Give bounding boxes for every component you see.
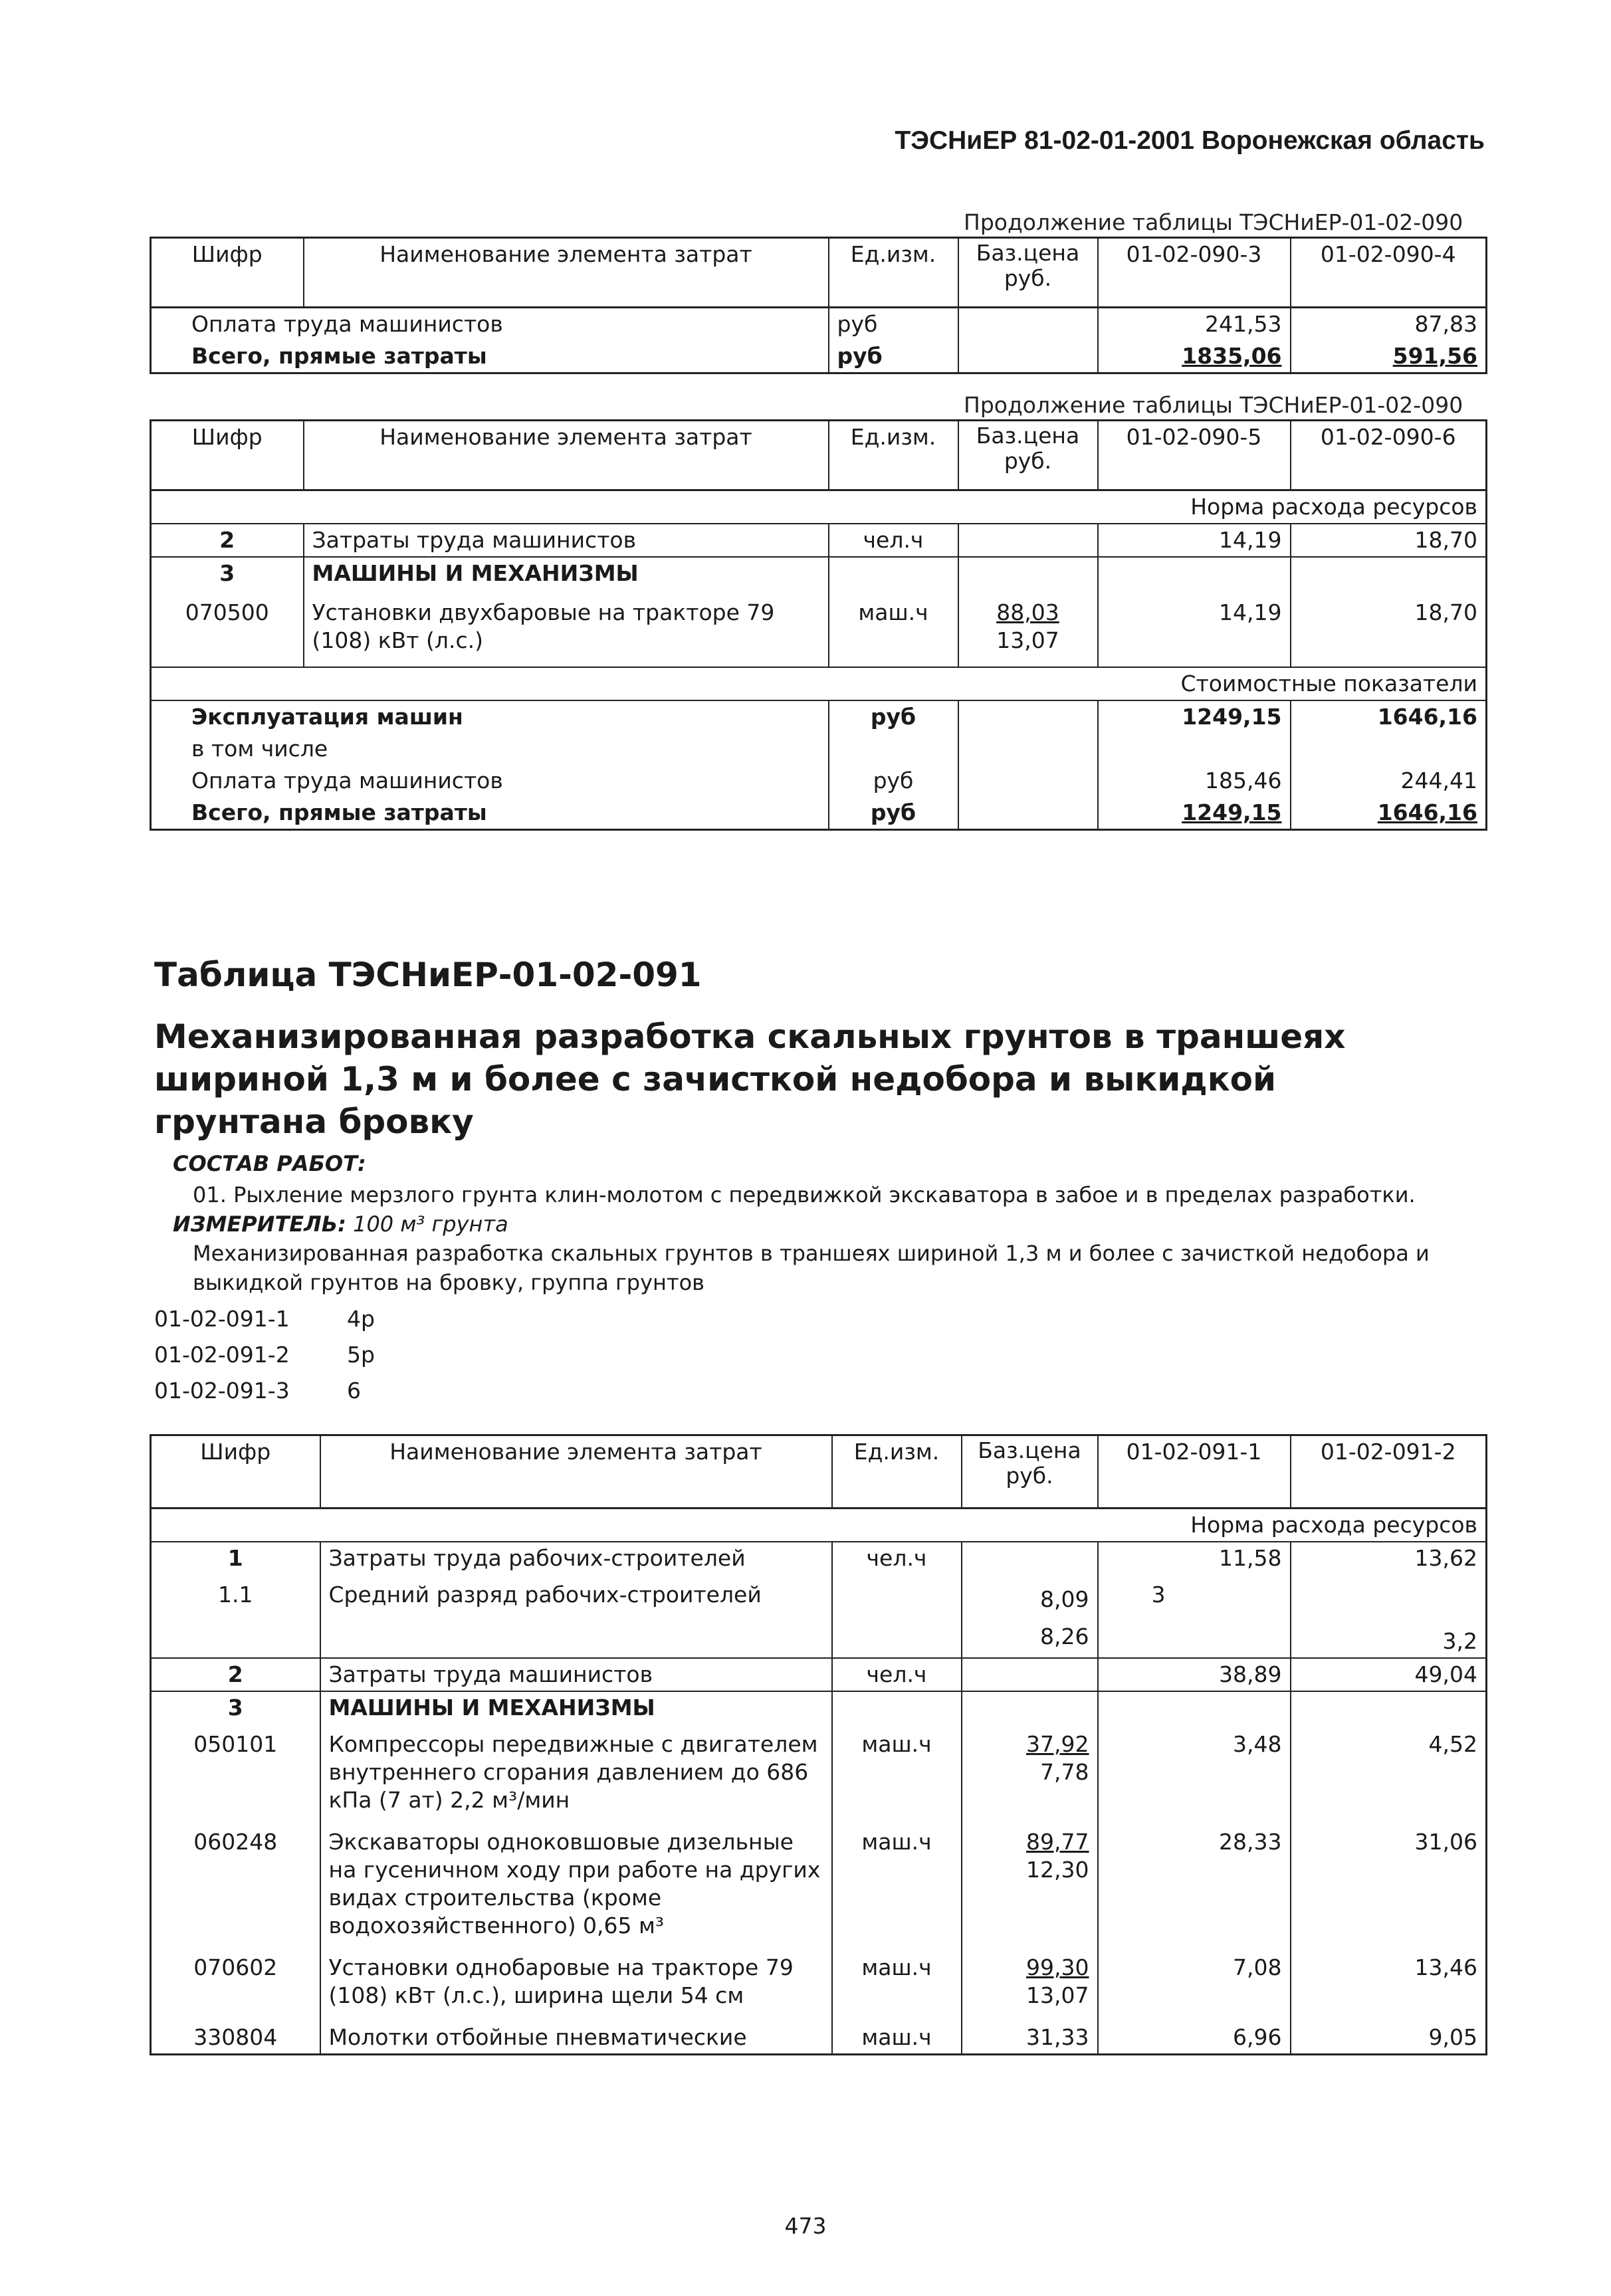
- table-row: [151, 797, 1487, 830]
- row-name: Молотки отбойные пневматические: [320, 2022, 832, 2055]
- table2: [150, 419, 1487, 831]
- table-row: [151, 1658, 1487, 1691]
- row-price: [958, 340, 1098, 373]
- row-name: Эксплуатация машин: [191, 704, 463, 730]
- code-list: [154, 1301, 375, 1409]
- row-price: [962, 1658, 1098, 1691]
- table2-header-row: [151, 421, 1487, 490]
- row-v2: 3,2: [1291, 1574, 1487, 1658]
- table-row: [151, 308, 1487, 341]
- table3-header-row: [151, 1435, 1487, 1509]
- page-header: ТЭСНиЕР 81-02-01-2001 Воронежская область: [895, 126, 1485, 155]
- row-price-main: 99,30: [1026, 1954, 1089, 1980]
- composition-text: 01. Рыхление мерзлого грунта клин-молотом с передвижкой экскаватора в забое и в пределах разработки.: [193, 1182, 1416, 1207]
- row-price-wage: 13,07: [996, 627, 1059, 653]
- meter-value: 100 м³ грунта: [353, 1211, 508, 1237]
- header-col2: 01-02-090-6: [1291, 421, 1487, 490]
- row-name: Оплата труда машинистов: [191, 768, 503, 793]
- row-unit: чел.ч: [832, 1658, 962, 1691]
- row-v1: 7,08: [1098, 1952, 1291, 2022]
- row-v2: 49,04: [1291, 1658, 1487, 1691]
- list-item: [154, 1337, 375, 1373]
- header-unit: Ед.изм.: [829, 421, 958, 490]
- code: 01-02-091-3: [154, 1378, 290, 1404]
- row-price: [962, 1952, 1098, 2022]
- row-v2: 13,62: [1291, 1542, 1487, 1574]
- table-row: [151, 1574, 1487, 1658]
- row-name: МАШИНЫ И МЕХАНИЗМЫ: [304, 557, 829, 589]
- row-price: 31,33: [962, 2022, 1098, 2055]
- table-title: Таблица ТЭСНиЕР-01-02-091: [154, 956, 702, 994]
- table-row: [151, 1542, 1487, 1574]
- row-unit: маш.ч: [832, 2022, 962, 2055]
- header-col1: 01-02-091-1: [1098, 1435, 1291, 1509]
- row-price: [958, 700, 1098, 733]
- code: 01-02-091-1: [154, 1306, 290, 1332]
- row-v1: [1098, 733, 1291, 765]
- header-price: Баз.цена руб.: [958, 421, 1098, 490]
- row-v2: [1291, 1691, 1487, 1724]
- table-row: [151, 524, 1487, 557]
- row-price-a: 8,09: [1040, 1586, 1089, 1612]
- composition-label: СОСТАВ РАБОТ:: [173, 1151, 366, 1176]
- row-v1: 1835,06: [1098, 340, 1291, 373]
- row-code: 060248: [193, 1829, 278, 1855]
- row-name: Установки двухбаровые на тракторе 79 (108) кВт (л.с.): [304, 589, 829, 667]
- row-name: Средний разряд рабочих-строителей: [320, 1574, 832, 1658]
- row-code: 3: [151, 557, 304, 589]
- row-code: 3: [151, 1691, 320, 1724]
- row-price: [958, 797, 1098, 830]
- row-price: [958, 557, 1098, 589]
- header-code: Шифр: [151, 1435, 320, 1509]
- row-v1: 6,96: [1098, 2022, 1291, 2055]
- row-v2: 18,70: [1291, 589, 1487, 667]
- row-price-b: 8,26: [1040, 1623, 1089, 1649]
- row-name: Затраты труда машинистов: [320, 1658, 832, 1691]
- row-unit: маш.ч: [832, 1826, 962, 1952]
- table-row: [151, 733, 1487, 765]
- row-unit: маш.ч: [832, 1724, 962, 1826]
- table-row: [151, 1691, 1487, 1724]
- row-name: Оплата труда машинистов: [191, 311, 503, 337]
- section-cost-row: [151, 667, 1487, 700]
- page-number: 473: [784, 2213, 827, 2239]
- table-row: [151, 765, 1487, 797]
- row-unit: маш.ч: [832, 1952, 962, 2022]
- row-name: Всего, прямые затраты: [191, 343, 487, 369]
- row-code: 1: [227, 1545, 243, 1571]
- row-price: [962, 1574, 1098, 1658]
- row-unit: руб: [829, 308, 958, 341]
- row-v1: 3: [1098, 1574, 1291, 1658]
- row-name: Установки однобаровые на тракторе 79 (108) кВт (л.с.), ширина щели 54 см: [320, 1952, 832, 2022]
- header-col2: 01-02-091-2: [1291, 1435, 1487, 1509]
- row-name: Компрессоры передвижные с двигателем внутреннего сгорания давлением до 686 кПа (7 ат) 2,2 м³/мин: [320, 1724, 832, 1826]
- row-price: [958, 765, 1098, 797]
- row-v2: [1291, 557, 1487, 589]
- group: 6: [347, 1378, 361, 1404]
- row-v2: 18,70: [1291, 524, 1487, 557]
- table-row: [151, 2022, 1487, 2055]
- header-price: Баз.цена руб.: [962, 1435, 1098, 1509]
- section-description: Механизированная разработка скальных грунтов в траншеях шириной 1,3 м и более с зачисткой недобора и выкидкой грунтов на бровку, группа грунтов: [193, 1241, 1430, 1295]
- section-norm-label: Норма расхода ресурсов: [151, 490, 1487, 524]
- row-price: [958, 589, 1098, 667]
- row-price-wage: 13,07: [1026, 1982, 1089, 2008]
- row-price-main: 37,92: [1026, 1731, 1089, 1757]
- row-price: [962, 1826, 1098, 1952]
- header-col2: 01-02-090-4: [1291, 238, 1487, 308]
- group: 4р: [347, 1306, 375, 1332]
- row-v2: 87,83: [1291, 308, 1487, 341]
- row-v2: [1291, 733, 1487, 765]
- list-item: [154, 1301, 375, 1337]
- table-row: [151, 1724, 1487, 1826]
- table-caption: Механизированная разработка скальных грунтов в траншеях шириной 1,3 м и более с зачисткой недобора и выкидкой грунтана бровку: [154, 1017, 1346, 1141]
- row-unit: руб: [829, 700, 958, 733]
- row-price-wage: 12,30: [1026, 1857, 1089, 1883]
- row-v1: 11,58: [1098, 1542, 1291, 1574]
- row-v2: 31,06: [1291, 1826, 1487, 1952]
- row-price: [958, 524, 1098, 557]
- row-name: Всего, прямые затраты: [191, 799, 487, 825]
- row-unit: чел.ч: [829, 524, 958, 557]
- row-price: [962, 1542, 1098, 1574]
- header-price: Баз.цена руб.: [958, 238, 1098, 308]
- list-item: [154, 1373, 375, 1409]
- header-unit: Ед.изм.: [832, 1435, 962, 1509]
- table-row: [151, 340, 1487, 373]
- code: 01-02-091-2: [154, 1342, 290, 1368]
- header-name: Наименование элемента затрат: [320, 1435, 832, 1509]
- row-code: 2: [151, 1658, 320, 1691]
- row-v1: 14,19: [1098, 589, 1291, 667]
- row-name: Затраты труда рабочих-строителей: [320, 1542, 832, 1574]
- table-row: [151, 700, 1487, 733]
- table-row: [151, 1826, 1487, 1952]
- row-code: 070500: [185, 599, 269, 625]
- row-unit: [832, 1691, 962, 1724]
- row-price: [958, 733, 1098, 765]
- header-col1: 01-02-090-5: [1098, 421, 1291, 490]
- row-code: 2: [219, 527, 235, 553]
- row-unit: руб: [829, 765, 958, 797]
- header-code: Шифр: [151, 238, 304, 308]
- header-unit: Ед.изм.: [829, 238, 958, 308]
- meter-line: [173, 1209, 508, 1239]
- header-name: Наименование элемента затрат: [304, 421, 829, 490]
- table-row: [151, 1952, 1487, 2022]
- row-price-main: 89,77: [1026, 1829, 1089, 1855]
- row-code: 070602: [193, 1954, 278, 1980]
- table1: [150, 237, 1487, 374]
- row-unit: [832, 1574, 962, 1658]
- row-v2: 1646,16: [1291, 700, 1487, 733]
- row-code: 330804: [193, 2024, 278, 2050]
- table1-header-row: [151, 238, 1487, 308]
- row-v1: 185,46: [1098, 765, 1291, 797]
- table-row: [151, 589, 1487, 667]
- row-v1: 14,19: [1098, 524, 1291, 557]
- row-v2: 9,05: [1291, 2022, 1487, 2055]
- row-v1: [1098, 557, 1291, 589]
- row-v1: 241,53: [1098, 308, 1291, 341]
- row-unit: [829, 733, 958, 765]
- row-v1: 3,48: [1098, 1724, 1291, 1826]
- row-price: [962, 1724, 1098, 1826]
- group: 5р: [347, 1342, 375, 1368]
- row-code: 1.1: [218, 1582, 253, 1608]
- table1-continuation: Продолжение таблицы ТЭСНиЕР-01-02-090: [964, 209, 1463, 235]
- table2-continuation: Продолжение таблицы ТЭСНиЕР-01-02-090: [964, 392, 1463, 418]
- row-unit: руб: [829, 797, 958, 830]
- row-v1: 1249,15: [1098, 797, 1291, 830]
- section-norm-row: [151, 1509, 1487, 1542]
- row-code: 050101: [193, 1731, 278, 1757]
- row-v2: 1646,16: [1291, 797, 1487, 830]
- section-cost-label: Стоимостные показатели: [151, 667, 1487, 700]
- row-v1: 1249,15: [1098, 700, 1291, 733]
- header-code: Шифр: [151, 421, 304, 490]
- row-unit: руб: [829, 340, 958, 373]
- row-v1: 38,89: [1098, 1658, 1291, 1691]
- row-price-wage: 7,78: [1040, 1759, 1089, 1785]
- row-unit: чел.ч: [832, 1542, 962, 1574]
- header-name: Наименование элемента затрат: [304, 238, 829, 308]
- row-name: в том числе: [191, 736, 328, 762]
- row-v2: 13,46: [1291, 1952, 1487, 2022]
- row-unit: маш.ч: [829, 589, 958, 667]
- row-name: Экскаваторы одноковшовые дизельные на гусеничном ходу при работе на других видах строительства (кроме водохозяйственного) 0,65 м³: [320, 1826, 832, 1952]
- meter-label: ИЗМЕРИТЕЛЬ:: [173, 1211, 346, 1237]
- row-v2: 244,41: [1291, 765, 1487, 797]
- table3: [150, 1434, 1487, 2055]
- row-v1: [1098, 1691, 1291, 1724]
- row-v1: 28,33: [1098, 1826, 1291, 1952]
- row-price: [958, 308, 1098, 341]
- section-norm-row: [151, 490, 1487, 524]
- row-v2: 4,52: [1291, 1724, 1487, 1826]
- row-v2: 591,56: [1291, 340, 1487, 373]
- row-price-main: 88,03: [996, 599, 1059, 625]
- header-col1: 01-02-090-3: [1098, 238, 1291, 308]
- row-name: Затраты труда машинистов: [304, 524, 829, 557]
- row-name: МАШИНЫ И МЕХАНИЗМЫ: [320, 1691, 832, 1724]
- row-unit: [829, 557, 958, 589]
- section-norm-label: Норма расхода ресурсов: [151, 1509, 1487, 1542]
- row-price: [962, 1691, 1098, 1724]
- table-row: [151, 557, 1487, 589]
